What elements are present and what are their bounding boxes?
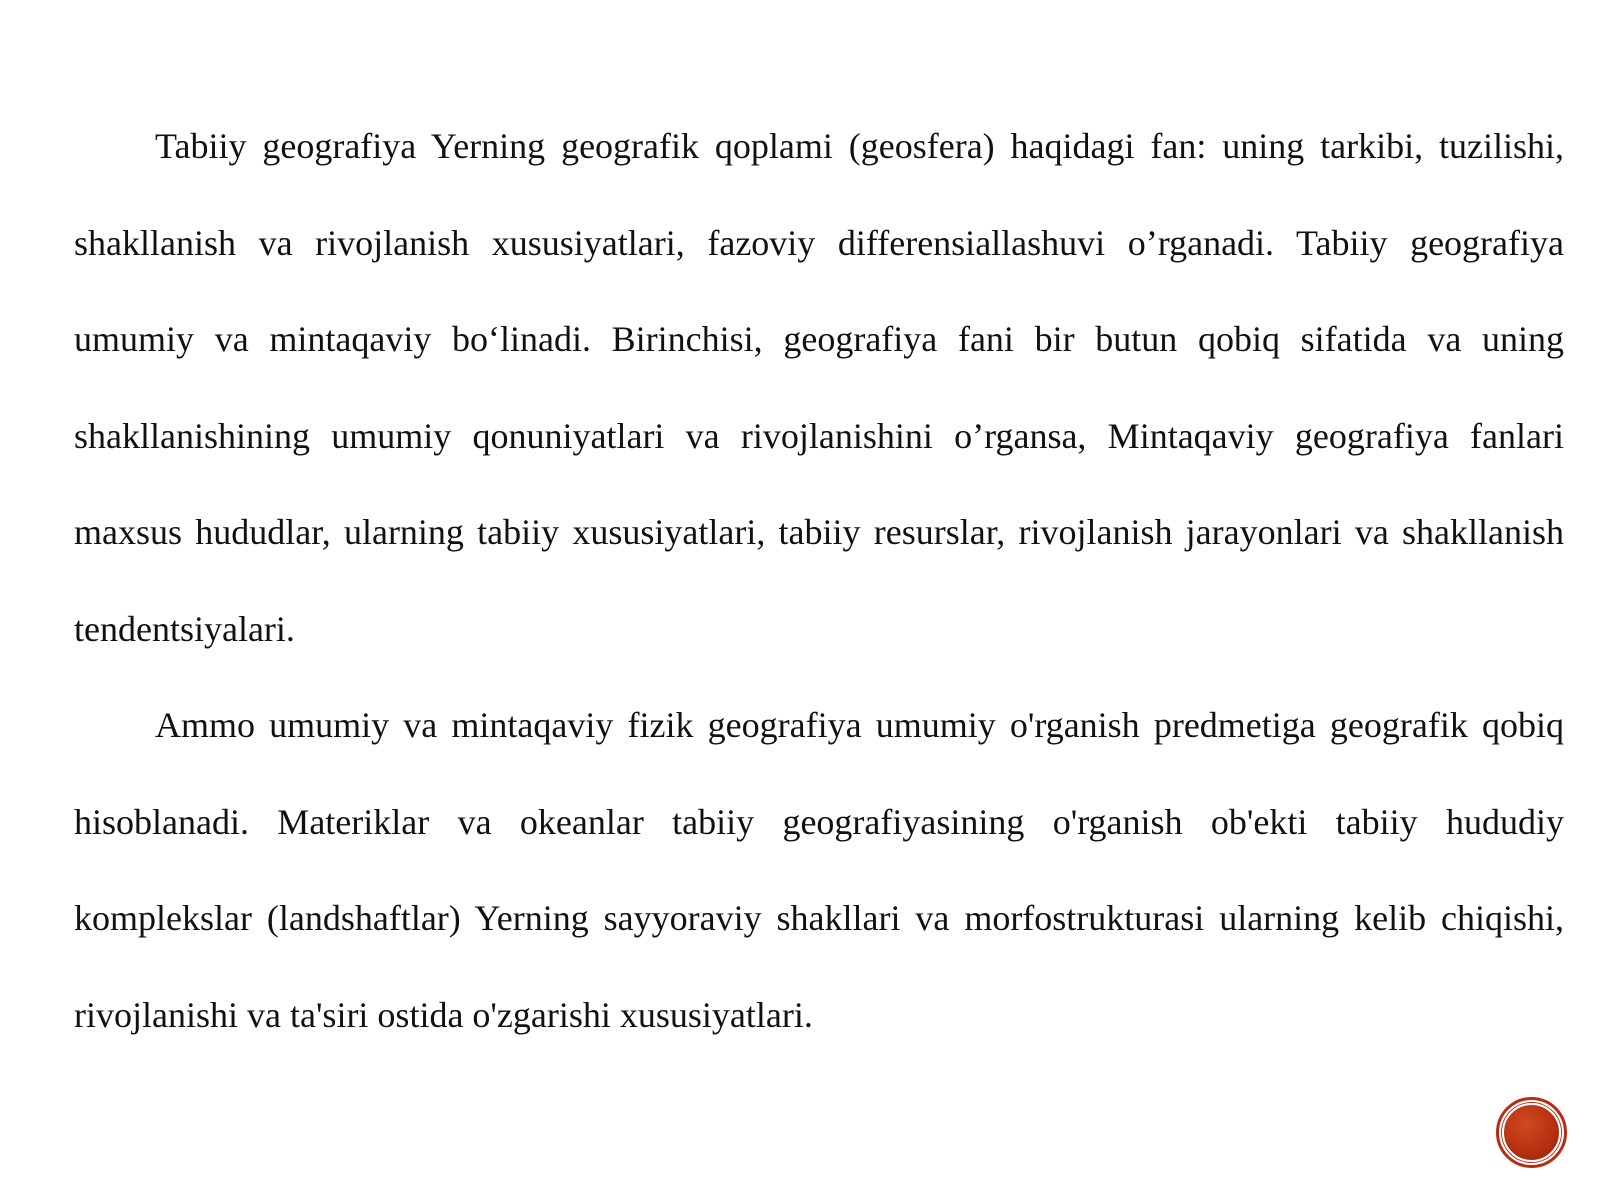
red-circle-button-icon — [1502, 1103, 1561, 1162]
next-slide-button[interactable] — [1496, 1097, 1567, 1168]
document-body — [74, 98, 1564, 1063]
paragraph-1: Tabiiy geografiya Yerning geografik qoplami (geosfera) haqidagi fan: uning tarkibi, tuzilishi, shakllanish va rivojlanish xususiyatlari, fazoviy differensiallashuvi o’rganadi. Tabiiy geografiya umumiy va mintaqaviy bo‘linadi. Birinchisi, geografiya fani bir butun qobiq sifatida va uning shakllanishining umumiy qonuniyatlari va rivojlanishini o’rgansa, Mintaqaviy geografiya fanlari maxsus hududlar, ularning tabiiy xususiyatlari, tabiiy resurslar, rivojlanish jarayonlari va shakllanish tendentsiyalari. — [74, 126, 1564, 649]
paragraph-2: Ammo umumiy va mintaqaviy fizik geografiya umumiy o'rganish predmetiga geografik qobiq hisoblanadi. Materiklar va okeanlar tabiiy geografiyasining o'rganish ob'ekti tabiiy hududiy komplekslar (landshaftlar) Yerning sayyoraviy shakllari va morfostrukturasi ularning kelib chiqishi, rivojlanishi va ta'siri ostida o'zgarishi xususiyatlari. — [74, 705, 1564, 1035]
